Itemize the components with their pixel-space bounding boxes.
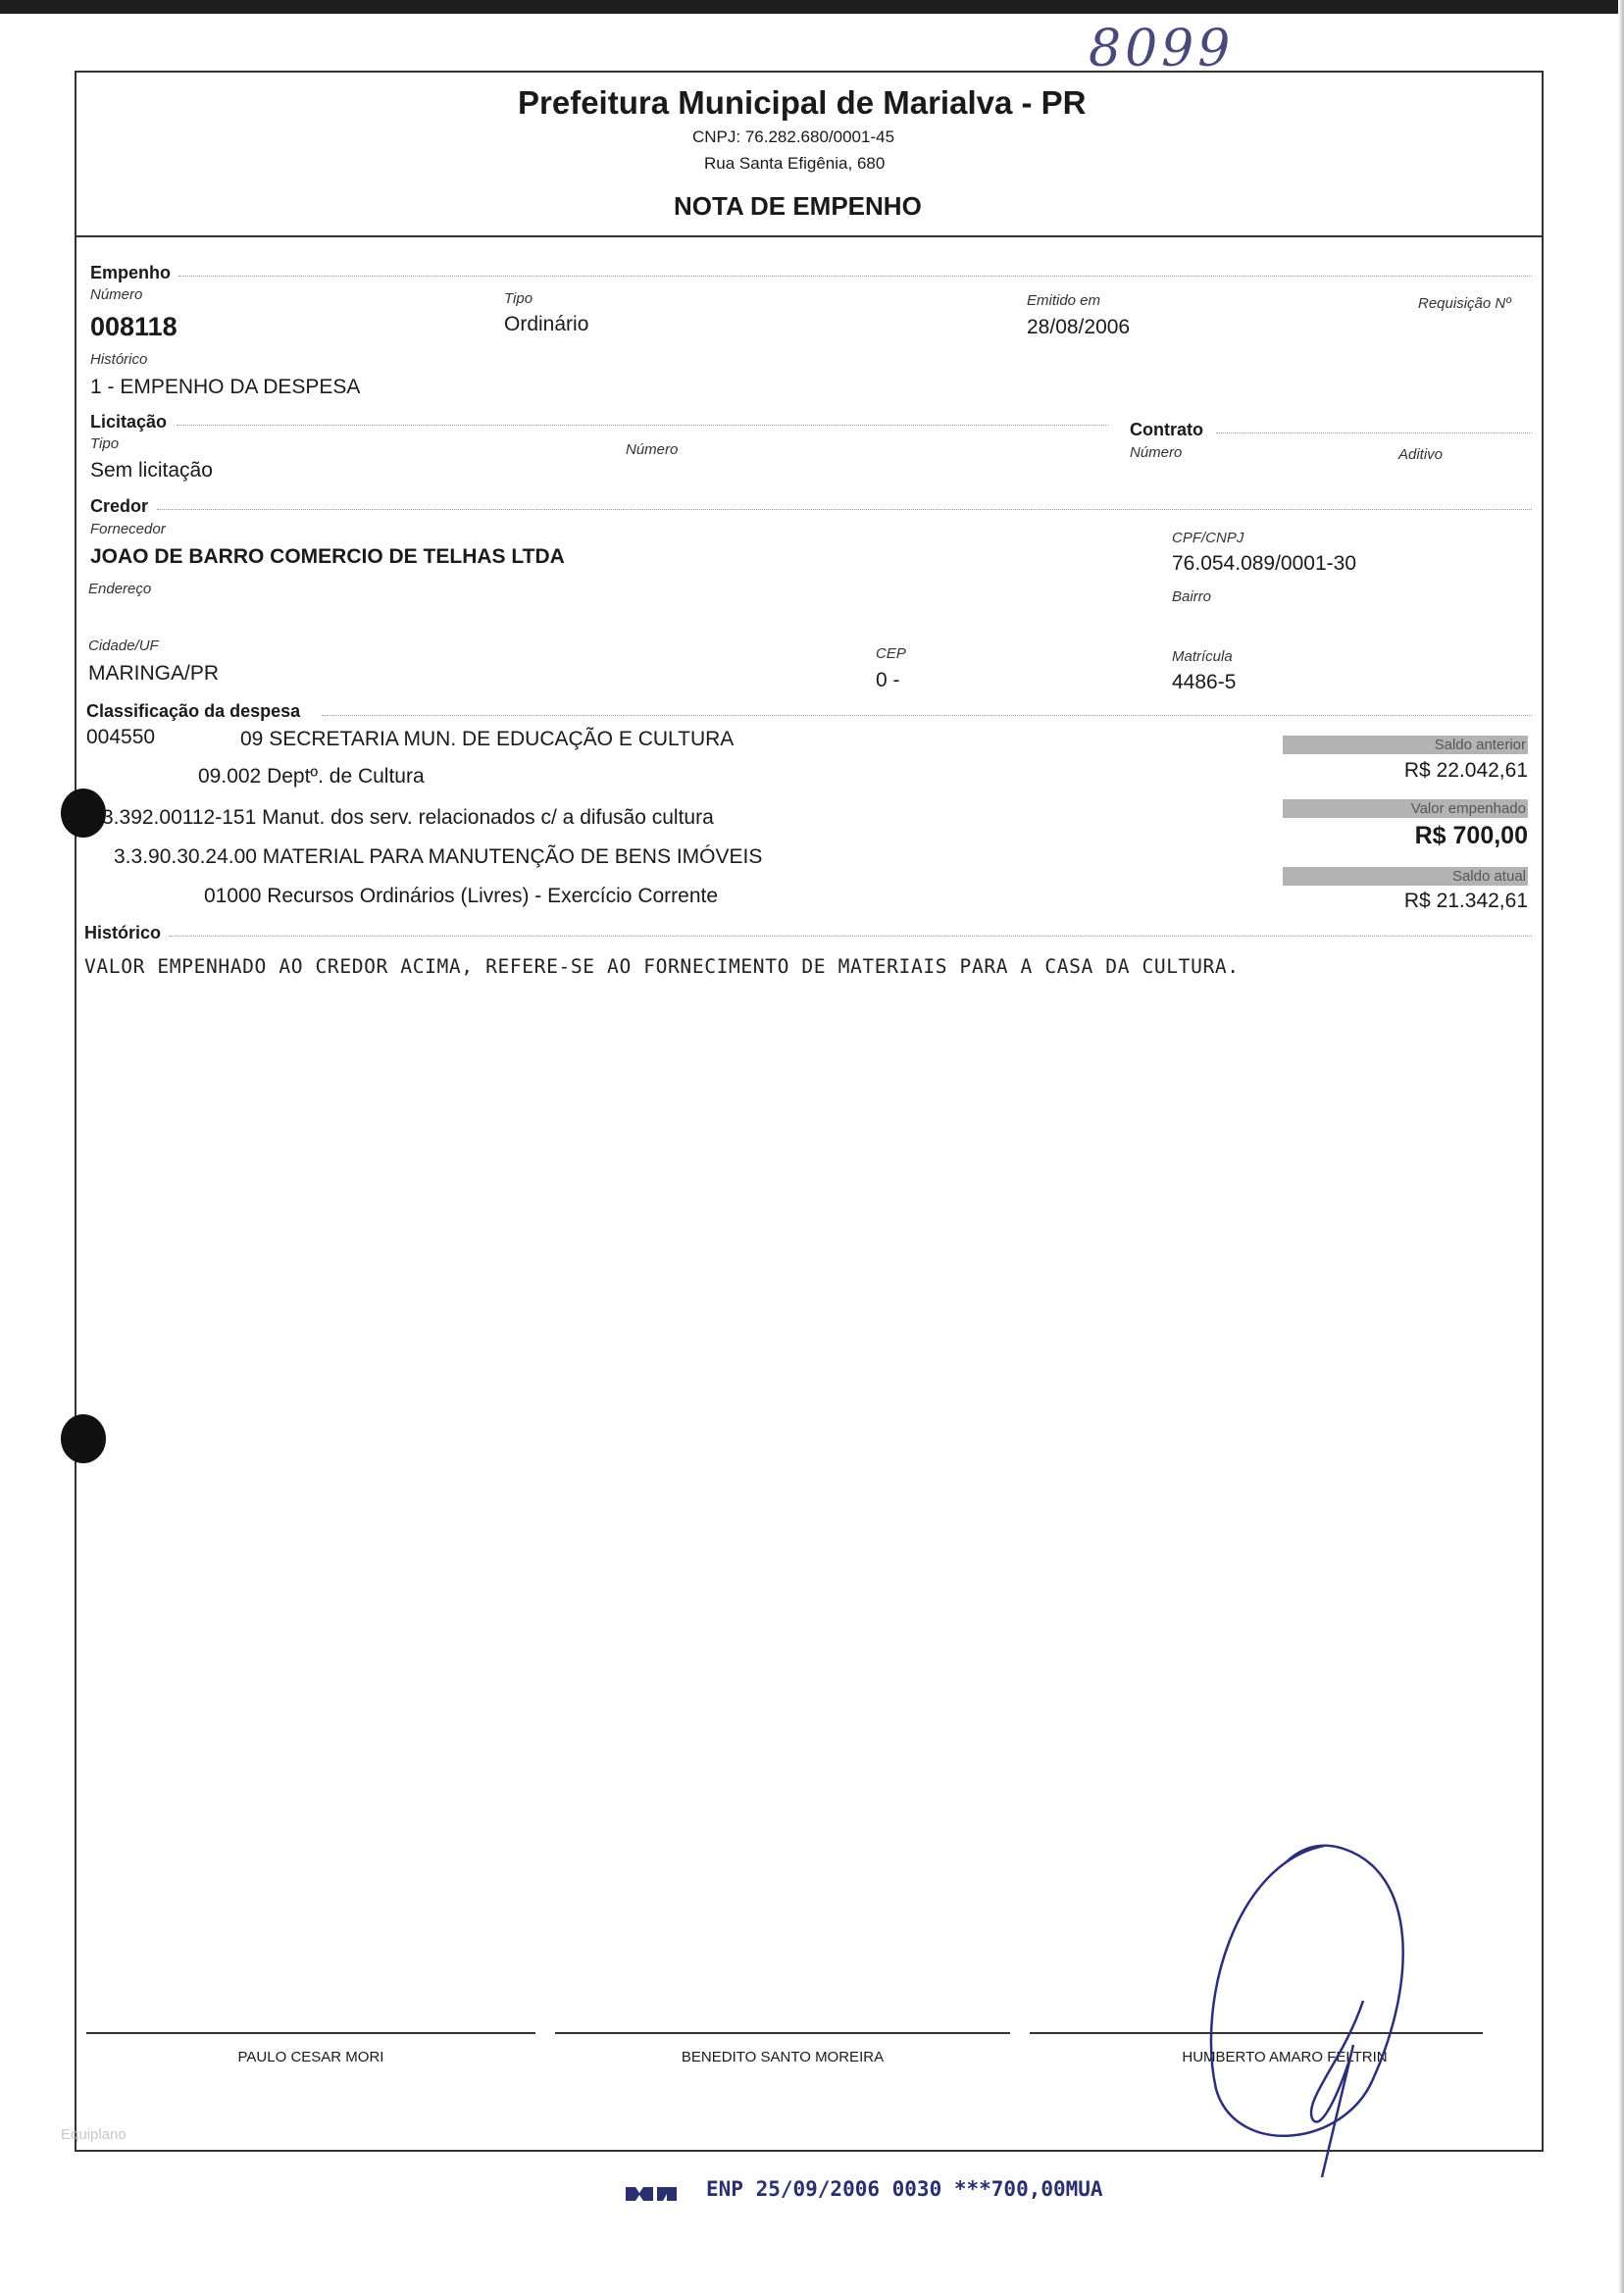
section-empenho: Empenho: [90, 263, 172, 282]
section-licitacao: Licitação: [90, 412, 168, 432]
requisicao-label: Requisição Nº: [1418, 295, 1511, 312]
contrato-aditivo-label: Aditivo: [1398, 446, 1444, 463]
matricula-label: Matrícula: [1172, 648, 1233, 665]
licitacao-numero-label: Número: [626, 441, 679, 458]
saldo-anterior-label: Saldo anterior: [1283, 736, 1528, 754]
section-credor: Credor: [90, 496, 149, 516]
software-brand: Equiplano: [61, 2126, 127, 2143]
cidade-value: MARINGA/PR: [88, 662, 220, 685]
section-contrato: Contrato: [1130, 420, 1203, 439]
fornecedor-value: JOAO DE BARRO COMERCIO DE TELHAS LTDA: [90, 545, 565, 568]
signatory-3: HUMBERTO AMARO FELTRIN: [1182, 2049, 1388, 2065]
classificacao-elemento: 3.3.90.30.24.00 MATERIAL PARA MANUTENÇÃO DE BENS IMÓVEIS: [114, 845, 763, 868]
section-rule: [177, 425, 1108, 426]
punch-hole-bottom: [61, 1414, 106, 1463]
emitido-value: 28/08/2006: [1027, 316, 1131, 338]
page-title: Prefeitura Municipal de Marialva - PR: [518, 84, 1087, 121]
historico-label: Histórico: [90, 351, 148, 368]
saldo-atual-label: Saldo atual: [1283, 867, 1528, 886]
section-rule: [169, 936, 1532, 937]
numero-label: Número: [90, 286, 143, 303]
header-cnpj: CNPJ: 76.282.680/0001-45: [692, 127, 895, 146]
section-rule: [322, 715, 1532, 716]
licitacao-tipo-label: Tipo: [90, 435, 120, 452]
bairro-label: Bairro: [1172, 588, 1212, 605]
handwritten-signature: [1177, 1834, 1432, 2187]
emitido-label: Emitido em: [1027, 292, 1101, 309]
matricula-value: 4486-5: [1172, 671, 1237, 693]
classificacao-unidade: 09.002 Deptº. de Cultura: [198, 765, 425, 788]
scan-top-edge: [0, 0, 1624, 14]
saldo-anterior-value: R$ 22.042,61: [1403, 759, 1528, 782]
signature-line-1: [86, 2032, 535, 2034]
valor-empenhado-value: R$ 700,00: [1414, 822, 1528, 849]
cep-label: CEP: [876, 645, 906, 662]
contrato-numero-label: Número: [1130, 444, 1183, 461]
endereco-label: Endereço: [88, 581, 152, 597]
section-historico: Histórico: [84, 923, 162, 943]
historico-value: 1 - EMPENHO DA DESPESA: [90, 376, 361, 398]
classificacao-funcional: 3.392.00112-151 Manut. dos serv. relacionados c/ a difusão cultura: [102, 806, 714, 829]
fornecedor-label: Fornecedor: [90, 521, 166, 537]
classificacao-code: 004550: [86, 726, 156, 748]
signatory-1: PAULO CESAR MORI: [237, 2049, 384, 2065]
saldo-atual-value: R$ 21.342,61: [1403, 890, 1528, 912]
section-rule: [157, 509, 1532, 510]
scan-right-edge: [1618, 0, 1624, 2293]
classificacao-recurso: 01000 Recursos Ordinários (Livres) - Exercício Corrente: [204, 885, 719, 907]
header-divider: [75, 235, 1544, 237]
cidade-label: Cidade/UF: [88, 637, 159, 654]
valor-empenhado-label: Valor empenhado: [1283, 799, 1528, 818]
cpf-label: CPF/CNPJ: [1172, 530, 1244, 546]
tipo-value: Ordinário: [504, 313, 589, 335]
section-rule: [178, 276, 1532, 277]
historico-text: VALOR EMPENHADO AO CREDOR ACIMA, REFERE-SE AO FORNECIMENTO DE MATERIAIS PARA A CASA DA CULTURA.: [84, 955, 1240, 978]
cep-value: 0 -: [876, 669, 900, 691]
handwritten-number: 8099: [1089, 20, 1235, 78]
classificacao-orgao: 09 SECRETARIA MUN. DE EDUCAÇÃO E CULTURA: [240, 728, 735, 750]
bank-logo-icon: [624, 2183, 679, 2205]
tipo-label: Tipo: [504, 290, 533, 307]
licitacao-tipo-value: Sem licitação: [90, 459, 213, 482]
empenho-number: 008118: [90, 312, 178, 341]
signatory-2: BENEDITO SANTO MOREIRA: [681, 2049, 885, 2065]
document-type: NOTA DE EMPENHO: [674, 191, 922, 221]
signature-line-2: [555, 2032, 1010, 2034]
header-address: Rua Santa Efigênia, 680: [704, 154, 886, 173]
cpf-value: 76.054.089/0001-30: [1172, 552, 1357, 575]
section-classificacao: Classificação da despesa: [86, 701, 301, 721]
bank-stamp: ENP 25/09/2006 0030 ***700,00MUA: [706, 2177, 1103, 2201]
punch-hole-top: [61, 789, 106, 838]
